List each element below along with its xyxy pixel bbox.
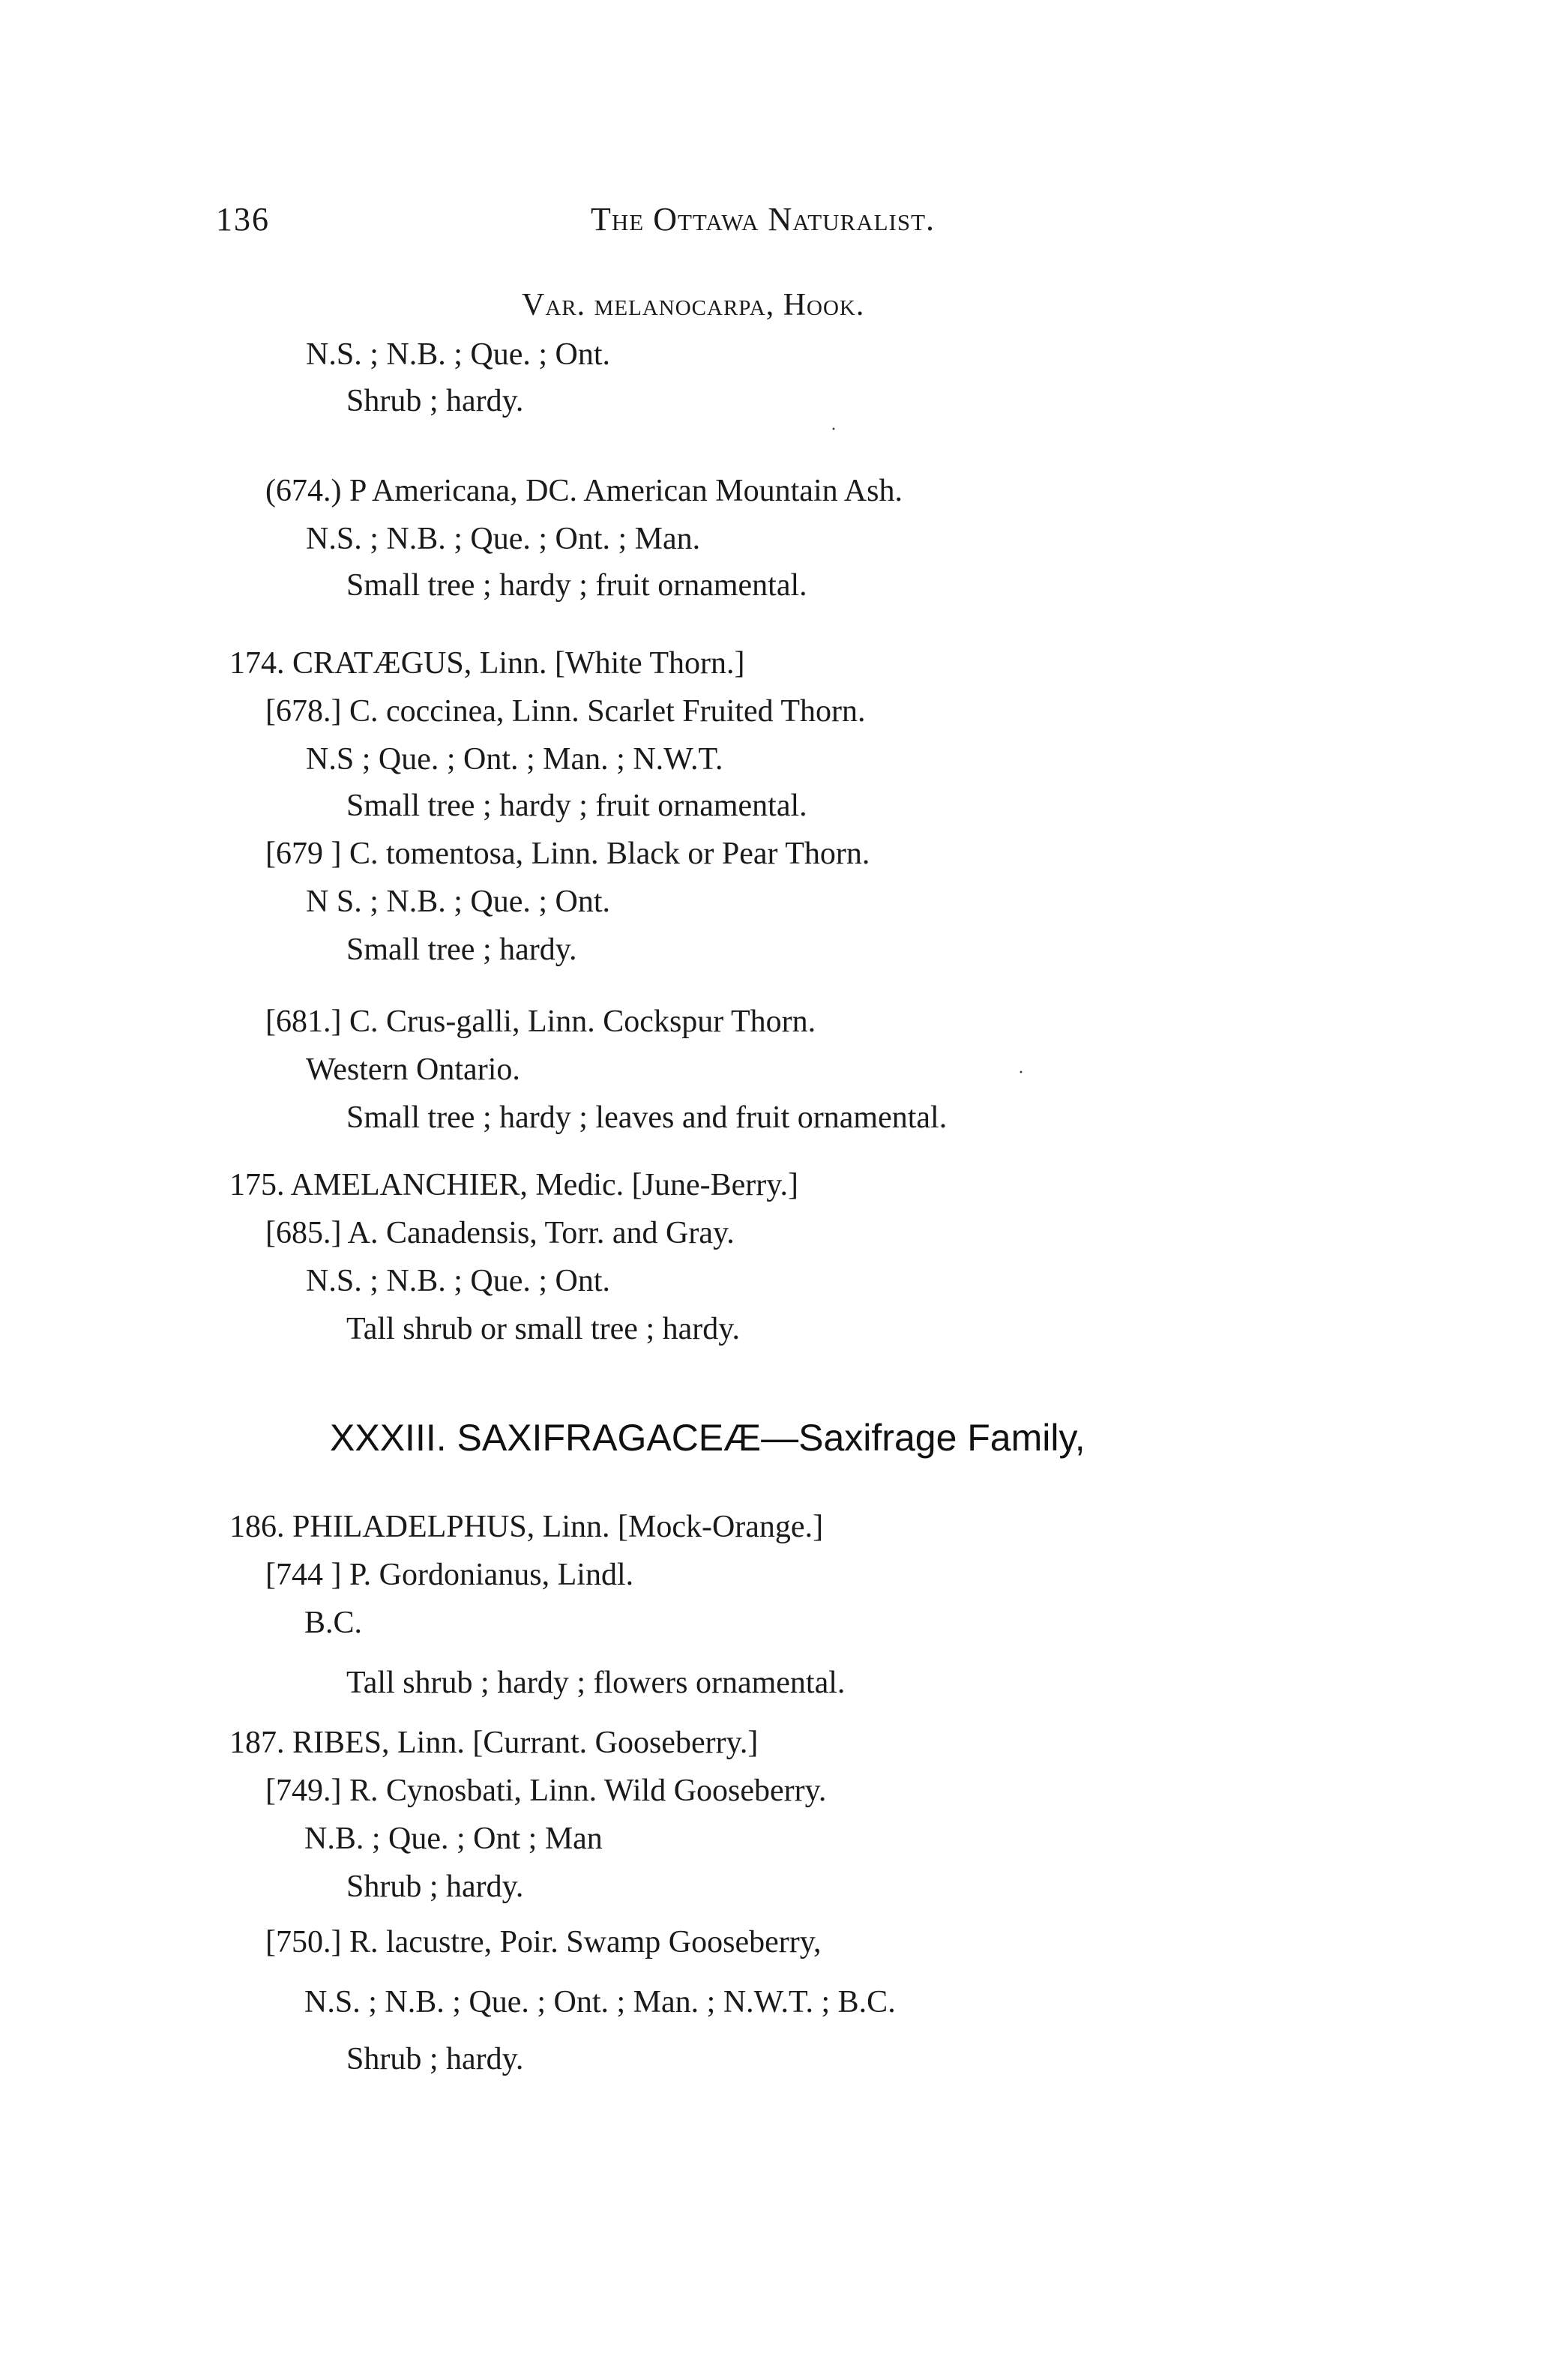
species-681-notes: Small tree ; hardy ; leaves and fruit ornamental. xyxy=(346,1100,948,1135)
running-title: The Ottawa Naturalist. xyxy=(591,201,936,238)
variety-melanocarpa-notes: Shrub ; hardy. xyxy=(346,384,524,418)
print-speck: · xyxy=(1018,1063,1024,1082)
species-679-name: [679 ] C. tomentosa, Linn. Black or Pear Thorn. xyxy=(265,837,870,871)
species-749-name: [749.] R. Cynosbati, Linn. Wild Gooseberry. xyxy=(265,1774,827,1808)
species-749-notes: Shrub ; hardy. xyxy=(346,1870,524,1904)
species-750-notes: Shrub ; hardy. xyxy=(346,2042,524,2076)
species-674-notes: Small tree ; hardy ; fruit ornamental. xyxy=(346,568,807,603)
species-681-localities: Western Ontario. xyxy=(306,1052,520,1087)
species-679-notes: Small tree ; hardy. xyxy=(346,933,577,967)
species-685-name: [685.] A. Canadensis, Torr. and Gray. xyxy=(265,1216,735,1250)
variety-melanocarpa-localities: N.S. ; N.B. ; Que. ; Ont. xyxy=(306,337,611,372)
genus-175-heading: 175. AMELANCHIER, Medic. [June-Berry.] xyxy=(229,1168,798,1202)
species-685-notes: Tall shrub or small tree ; hardy. xyxy=(346,1312,741,1346)
page-number: 136 xyxy=(216,201,270,238)
variety-melanocarpa-name: Var. melanocarpa, Hook. xyxy=(522,288,865,322)
species-744-notes: Tall shrub ; hardy ; flowers ornamental. xyxy=(346,1666,846,1700)
species-678-localities: N.S ; Que. ; Ont. ; Man. ; N.W.T. xyxy=(306,742,723,777)
species-744-name: [744 ] P. Gordonianus, Lindl. xyxy=(265,1558,634,1592)
species-685-localities: N.S. ; N.B. ; Que. ; Ont. xyxy=(306,1264,611,1298)
species-678-notes: Small tree ; hardy ; fruit ornamental. xyxy=(346,789,807,823)
family-heading-saxifragaceae: XXXIII. SAXIFRAGACEÆ—Saxifrage Family, xyxy=(330,1417,1085,1459)
species-681-name: [681.] C. Crus-galli, Linn. Cockspur Thorn. xyxy=(265,1004,816,1039)
genus-186-heading: 186. PHILADELPHUS, Linn. [Mock-Orange.] xyxy=(229,1510,824,1544)
species-679-localities: N S. ; N.B. ; Que. ; Ont. xyxy=(306,885,611,919)
species-674-localities: N.S. ; N.B. ; Que. ; Ont. ; Man. xyxy=(306,522,701,556)
species-750-name: [750.] R. lacustre, Poir. Swamp Gooseberry, xyxy=(265,1925,822,1959)
species-674-name: (674.) P Americana, DC. American Mountain Ash. xyxy=(265,474,903,508)
species-744-localities: B.C. xyxy=(304,1606,363,1640)
species-749-localities: N.B. ; Que. ; Ont ; Man xyxy=(304,1822,603,1856)
genus-174-heading: 174. CRATÆGUS, Linn. [White Thorn.] xyxy=(229,646,745,681)
print-speck: · xyxy=(831,420,837,439)
species-750-localities: N.S. ; N.B. ; Que. ; Ont. ; Man. ; N.W.T. ; B.C. xyxy=(304,1985,896,2019)
genus-187-heading: 187. RIBES, Linn. [Currant. Gooseberry.] xyxy=(229,1726,759,1760)
species-678-name: [678.] C. coccinea, Linn. Scarlet Fruited Thorn. xyxy=(265,694,866,729)
